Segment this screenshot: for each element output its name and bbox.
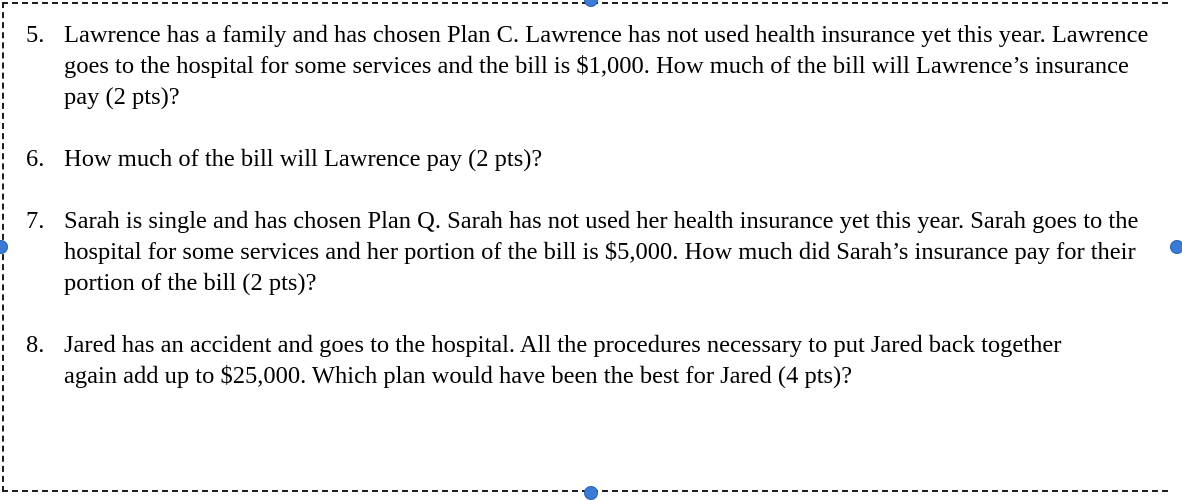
question-number: 6. <box>26 145 45 172</box>
question-text: Jared has an accident and goes to the hospital. All the procedures necessary to put Jared back together again add up to $25,000. Which plan would have been the best for Jared (4 pts)? <box>64 331 1062 389</box>
question-text: Lawrence has a family and has chosen Plan C. Lawrence has not used health insurance yet this year. Lawrence goes to the hospital for some services and the bill is $1,000. How much of the bill will Lawrence’s insurance pay (2 pts)? <box>64 21 1149 110</box>
question-text: How much of the bill will Lawrence pay (2 pts)? <box>64 145 543 172</box>
resize-handle-right[interactable] <box>1170 240 1182 254</box>
question-number: 5. <box>26 21 45 48</box>
question-number: 7. <box>26 207 45 234</box>
question-8 <box>26 329 1096 391</box>
question-number: 8. <box>26 331 45 358</box>
question-6 <box>26 143 1156 174</box>
question-text: Sarah is single and has chosen Plan Q. Sarah has not used her health insurance yet this year. Sarah goes to the hospital for some services and her portion of the bill is $5,000. How much did Sarah’s insurance pay for their portion of the bill (2 pts)? <box>64 207 1139 296</box>
question-5 <box>26 19 1161 112</box>
document-text <box>26 19 1156 391</box>
question-7 <box>26 205 1161 298</box>
